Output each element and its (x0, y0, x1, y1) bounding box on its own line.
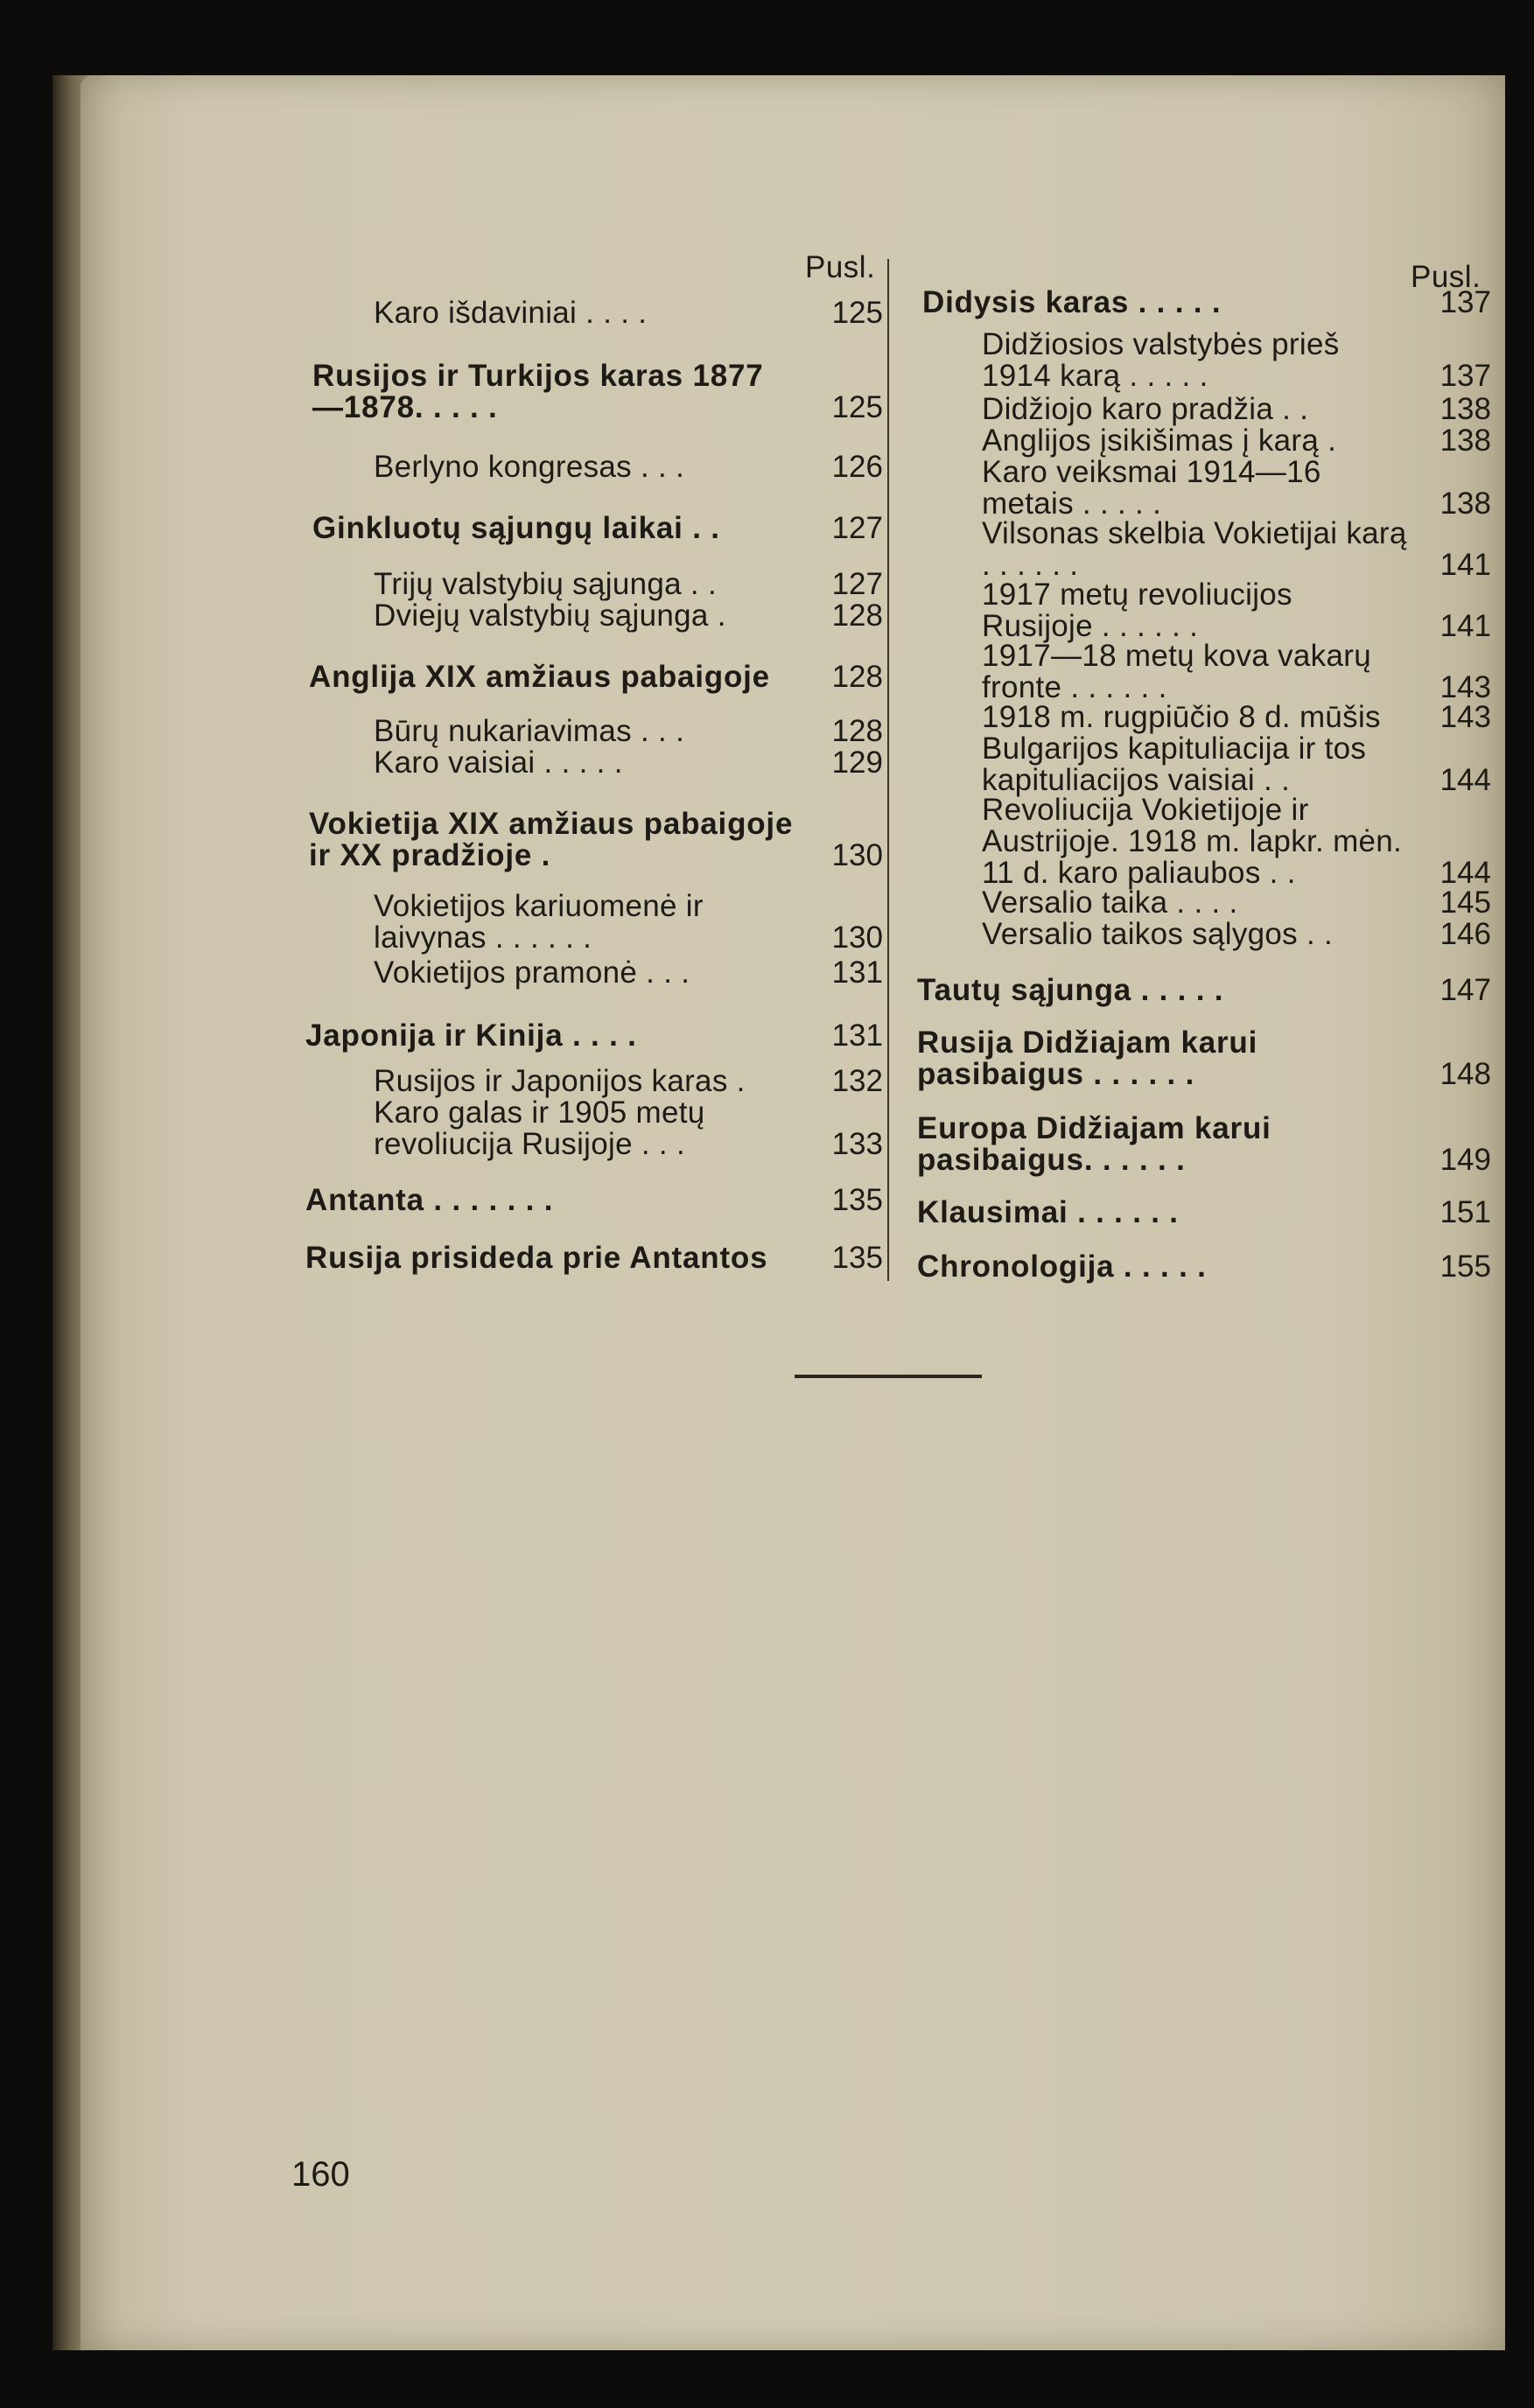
toc-entry-title: Rusija prisideda prie Antantos (305, 1241, 768, 1275)
toc-entry (305, 716, 883, 747)
toc-entry-title: Karo vaisiai . . . . . (374, 746, 623, 780)
toc-entry-page: 144 (1439, 763, 1491, 797)
toc-entry-title: Bulgarijos kapituliacija ir tos kapituliacijos vaisiai . . (982, 732, 1367, 797)
toc-entry-page: 147 (1439, 973, 1491, 1007)
toc-entry-title: Vokietija XIX amžiaus pabaigoje ir XX pradžioje . (309, 807, 794, 872)
toc-entry (305, 957, 883, 989)
toc-entry-page: 137 (1439, 285, 1491, 319)
toc-entry-title: Klausimai . . . . . . (917, 1195, 1179, 1229)
toc-entry-page: 143 (1439, 670, 1491, 704)
toc-entry (305, 569, 883, 600)
toc-entry-title: Vokietijos kariuomenė ir laivynas . . . . . . (374, 889, 704, 955)
toc-entry-page: 141 (1439, 609, 1491, 643)
toc-entry-title: Didžiojo karo pradžia . . (982, 392, 1309, 426)
toc-entry-page: 151 (1439, 1195, 1491, 1229)
toc-entry (305, 513, 883, 544)
toc-entry-title: Vokietijos pramonė . . . (374, 956, 690, 990)
toc-entry-title: Trijų valstybių sąjunga . . (374, 567, 717, 601)
toc-entry-title: Anglijos įsikišimas į karą . (982, 424, 1337, 458)
toc-entry-page: 149 (1439, 1143, 1491, 1177)
toc-entry-title: Berlyno kongresas . . . (374, 450, 685, 484)
toc-entry-page: 138 (1439, 486, 1491, 521)
toc-entry-title: Būrų nukariavimas . . . (374, 714, 685, 748)
toc-entry-page: 138 (1439, 424, 1491, 458)
toc-entry-title: Antanta . . . . . . . (305, 1183, 554, 1217)
toc-entry-title: Europa Didžiajam karui pasibaigus. . . . . . (917, 1111, 1271, 1177)
toc-entry-page: 133 (831, 1127, 883, 1161)
toc-entry-title: Karo galas ir 1905 metų revoliucija Rusijoje . . . (374, 1096, 705, 1161)
toc-entry-page: 131 (831, 956, 883, 990)
toc-entry-page: 126 (831, 450, 883, 484)
toc-entry (914, 518, 1491, 581)
toc-entry-page: 148 (1439, 1057, 1491, 1091)
toc-entry-page: 155 (1439, 1250, 1491, 1284)
end-rule (795, 1375, 982, 1378)
toc-entry (305, 747, 883, 779)
toc-entry (914, 1251, 1491, 1283)
toc-entry-page: 130 (831, 838, 883, 872)
left-pusl-label: Pusl. (805, 250, 876, 284)
toc-entry (914, 457, 1491, 520)
toc-entry (305, 1020, 883, 1052)
toc-entry-page: 129 (831, 746, 883, 780)
toc-entry-page: 135 (831, 1183, 883, 1217)
toc-entry (305, 360, 883, 424)
toc-entry (914, 425, 1491, 457)
toc-entry-title: Versalio taikos sąlygos . . (982, 917, 1334, 951)
toc-entry (305, 891, 883, 954)
toc-entry (914, 640, 1491, 704)
right-pusl-label: Pusl. (1411, 260, 1481, 294)
toc-entry-page: 132 (831, 1064, 883, 1098)
toc-entry (914, 887, 1491, 919)
toc-entry (914, 794, 1491, 889)
toc-entry (305, 1185, 883, 1216)
toc-entry-title: 1917 metų revoliucijos Rusijoje . . . . . . (982, 578, 1292, 643)
toc-entry-page: 143 (1439, 700, 1491, 734)
toc-entry (914, 394, 1491, 425)
toc-entry-page: 125 (831, 296, 883, 330)
toc-entry (914, 733, 1491, 796)
toc-entry-title: Rusijos ir Turkijos karas 1877—1878. . . . . (312, 359, 764, 424)
toc-entry (914, 287, 1491, 318)
toc-entry (914, 1113, 1491, 1176)
toc-entry-page: 141 (1439, 548, 1491, 582)
toc-entry (305, 1242, 883, 1274)
toc-entry (305, 1097, 883, 1160)
toc-entry (305, 452, 883, 483)
toc-entry-title: Tautų sąjunga . . . . . (917, 973, 1224, 1007)
toc-entry-page: 128 (831, 660, 883, 694)
toc-entry-title: Karo išdaviniai . . . . (374, 296, 648, 330)
toc-entry-title: Chronologija . . . . . (917, 1250, 1207, 1284)
column-divider (887, 259, 889, 1281)
toc-entry (305, 600, 883, 632)
toc-entry-page: 128 (831, 714, 883, 748)
toc-entry-title: Karo veiksmai 1914—16 metais . . . . . (982, 455, 1321, 521)
page-number: 160 (291, 2155, 350, 2194)
toc-entry (914, 975, 1491, 1006)
toc-entry (914, 1027, 1491, 1090)
toc-entry-title: Japonija ir Kinija . . . . (305, 1018, 637, 1053)
toc-entry-page: 145 (1439, 886, 1491, 920)
toc-entry-title: Versalio taika . . . . (982, 886, 1238, 920)
toc-entry-page: 131 (831, 1018, 883, 1053)
toc-entry-title: Revoliucija Vokietijoje ir Austrijoje. 1918 m. lapkr. mėn. 11 d. karo paliaubos . . (982, 793, 1403, 890)
toc-entry (914, 919, 1491, 950)
toc-entry-title: Rusija Didžiajam karui pasibaigus . . . . . . (917, 1026, 1258, 1091)
toc-entry-title: Didysis karas . . . . . (922, 285, 1222, 319)
toc-entry (914, 1197, 1491, 1228)
toc-entry-title: 1918 m. rugpiūčio 8 d. mūšis (982, 700, 1381, 734)
toc-entry (305, 298, 883, 329)
toc-entry-page: 146 (1439, 917, 1491, 951)
toc-entry-title: Rusijos ir Japonijos karas . (374, 1064, 746, 1098)
toc-entry-page: 127 (831, 511, 883, 545)
toc-entry-page: 144 (1439, 856, 1491, 890)
toc-entry-title: Didžiosios valstybės prieš 1914 karą . . . . . (982, 327, 1340, 393)
toc-entry-page: 128 (831, 598, 883, 633)
toc-entry (914, 702, 1491, 733)
toc-entry-title: 1917—18 metų kova vakarų fronte . . . . . . (982, 639, 1371, 704)
toc-entry-page: 138 (1439, 392, 1491, 426)
toc-entry (305, 1066, 883, 1097)
toc-entry-page: 125 (831, 390, 883, 424)
toc-entry-page: 130 (831, 920, 883, 955)
toc-entry-page: 127 (831, 567, 883, 601)
toc-entry-title: Anglija XIX amžiaus pabaigoje (309, 660, 770, 694)
toc-entry (305, 808, 883, 872)
toc-entry (914, 579, 1491, 642)
toc-entry (914, 329, 1491, 392)
toc-entry (305, 662, 883, 693)
toc-entry-title: Ginkluotų sąjungų laikai . . (312, 511, 720, 545)
toc-entry-page: 137 (1439, 359, 1491, 393)
toc-entry-title: Dviejų valstybių sąjunga . (374, 598, 726, 633)
toc-entry-page: 135 (831, 1241, 883, 1275)
toc-entry-title: Vilsonas skelbia Vokietijai karą . . . . . . (982, 516, 1407, 582)
